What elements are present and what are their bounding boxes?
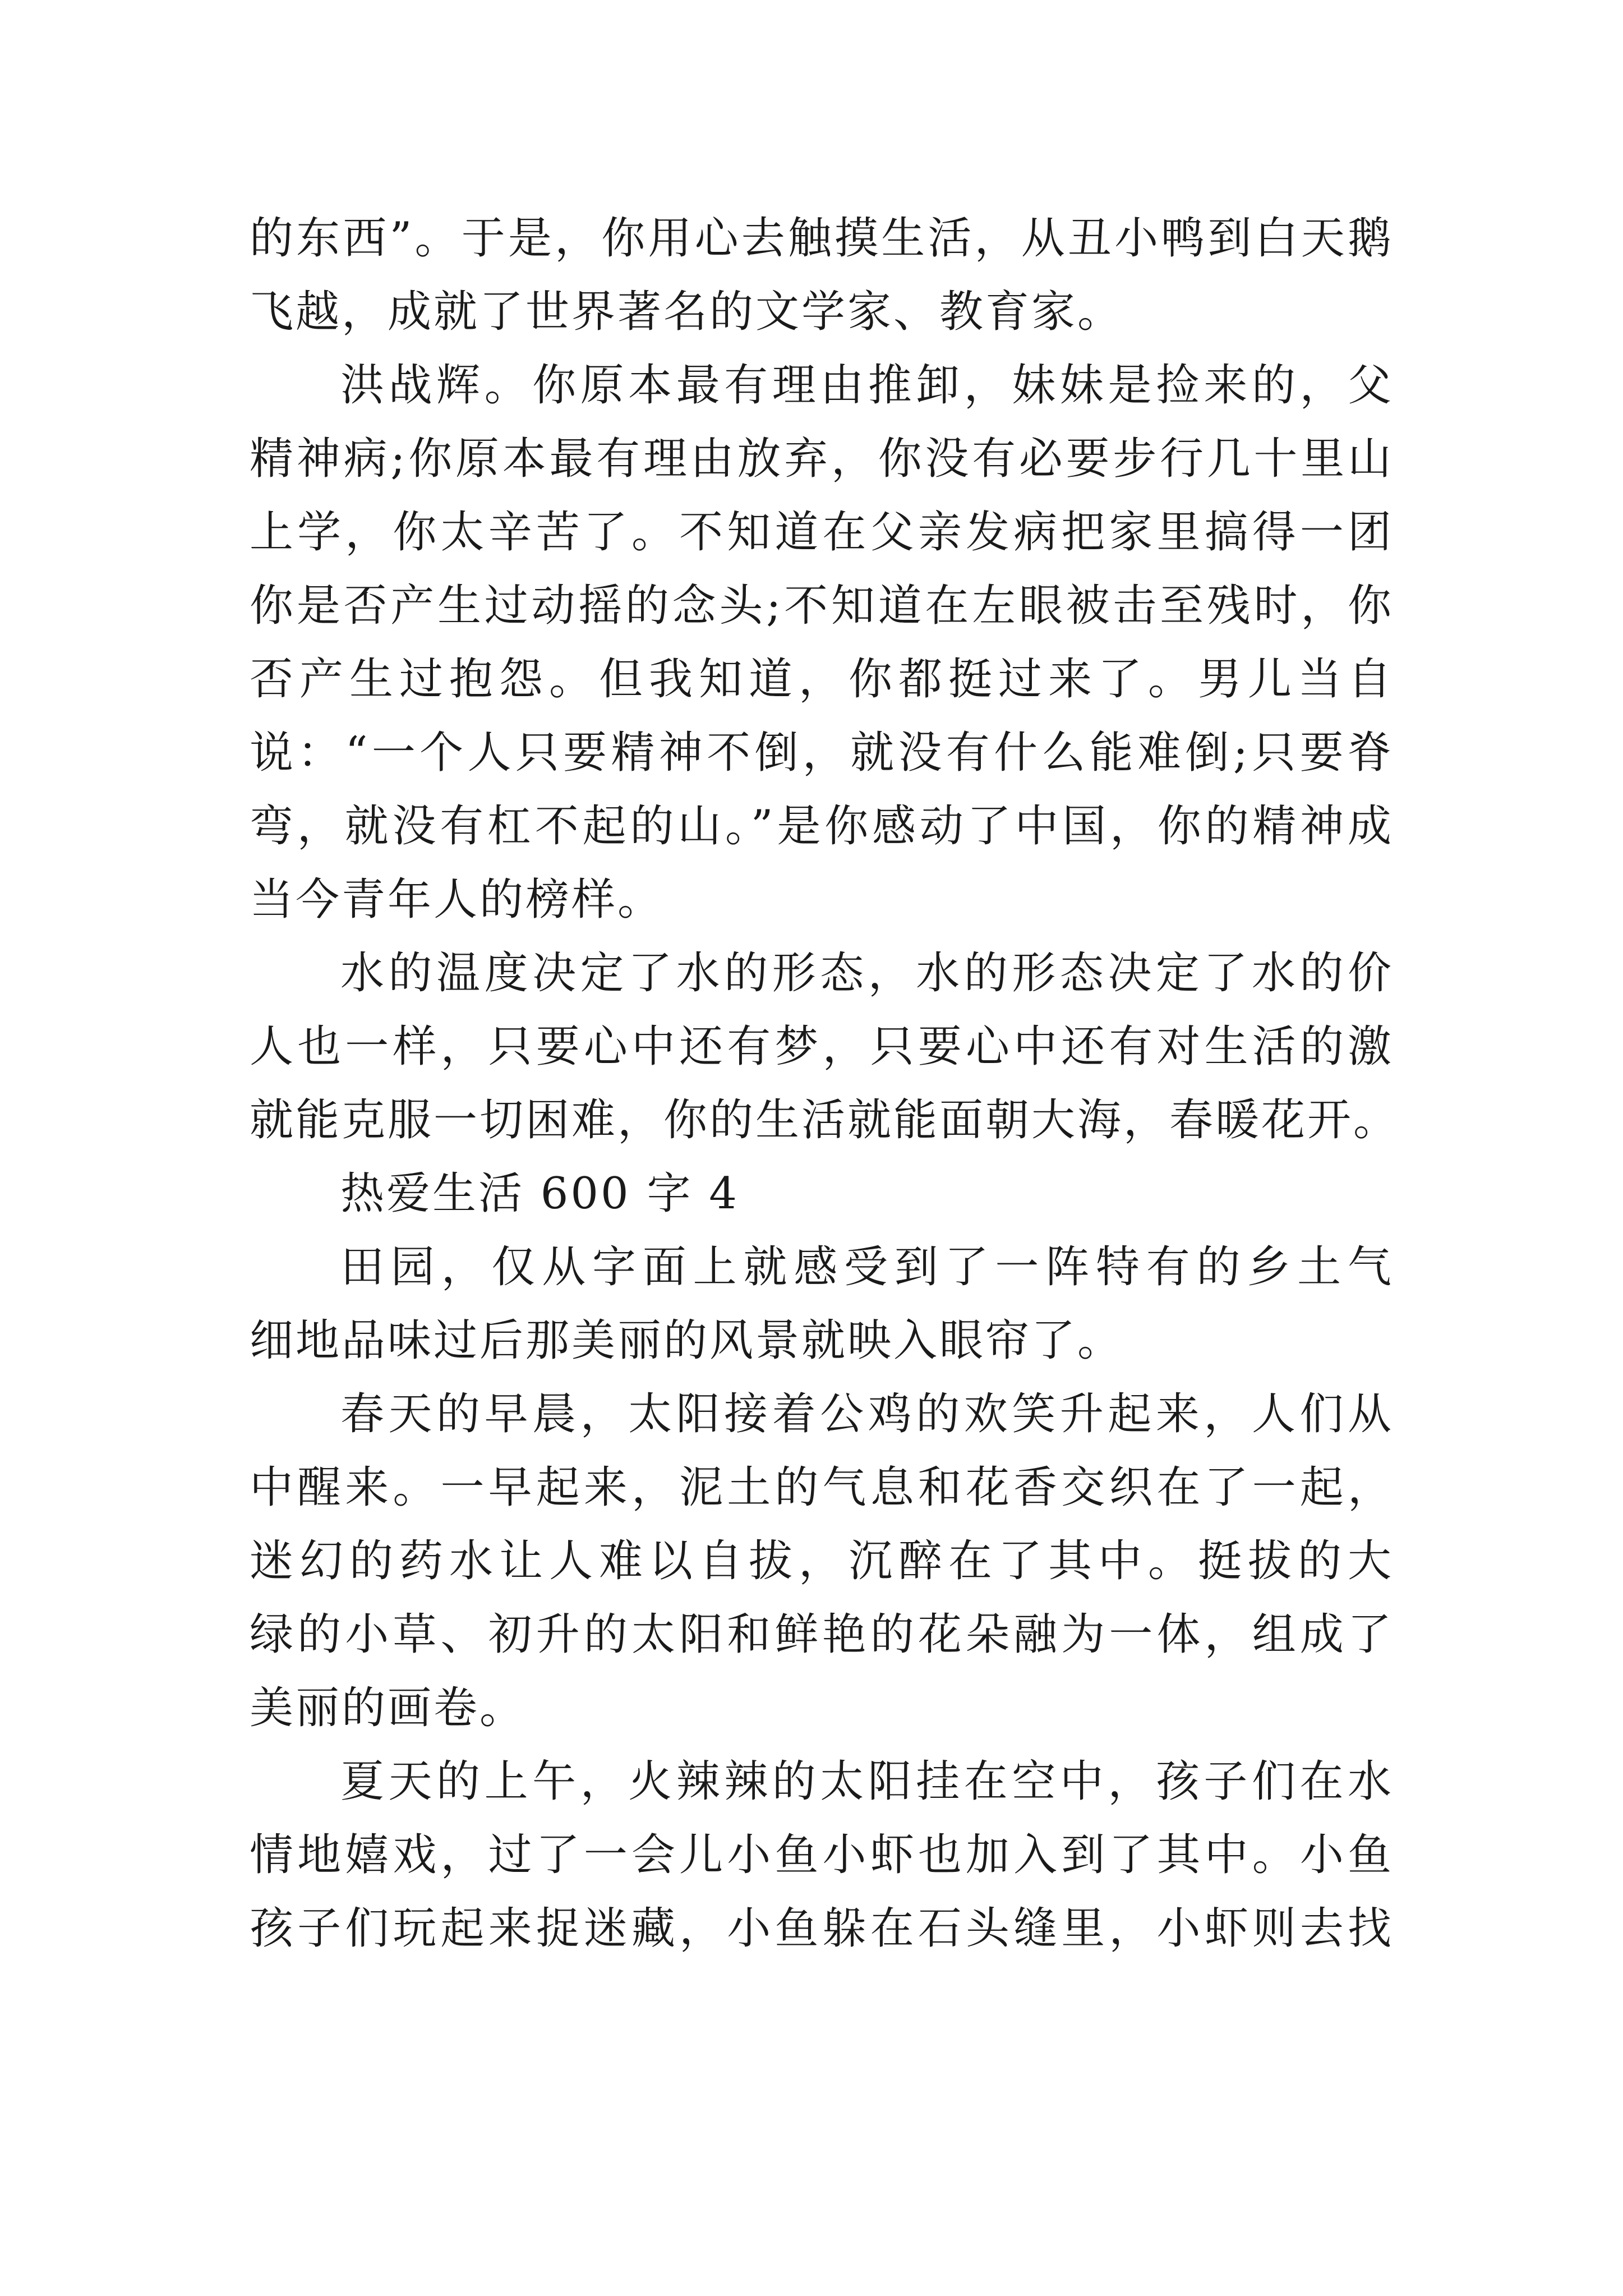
text-line: 人也一样，只要心中还有梦，只要心中还有对生活的激 bbox=[250, 1022, 1394, 1072]
text-line: 迷幻的药水让人难以自拔，沉醉在了其中。挺拔的大 bbox=[250, 1536, 1394, 1586]
document-body bbox=[250, 202, 1400, 1966]
text-line: 否产生过抱怨。但我知道，你都挺过来了。男儿当自 bbox=[250, 654, 1394, 705]
text-line: 孩子们玩起来捉迷藏，小鱼躲在石头缝里，小虾则去找 bbox=[250, 1903, 1394, 1954]
text-line: 情地嬉戏，过了一会儿小鱼小虾也加入到了其中。小鱼 bbox=[250, 1830, 1394, 1880]
text-line: 绿的小草、初升的太阳和鲜艳的花朵融为一体，组成了 bbox=[250, 1609, 1394, 1660]
text-line: 水的温度决定了水的形态，水的形态决定了水的价 bbox=[340, 948, 1394, 999]
text-line: 夏天的上午，火辣辣的太阳挂在空中，孩子们在水 bbox=[340, 1756, 1394, 1807]
text-line: 精神病;你原本最有理由放弃，你没有必要步行几十里山 bbox=[250, 434, 1394, 484]
section-heading: 热爱生活 600 字 4 bbox=[340, 1168, 739, 1219]
text-line: 洪战辉。你原本最有理由推卸，妹妹是捡来的，父 bbox=[340, 360, 1394, 411]
text-line: 美丽的画卷。 bbox=[250, 1683, 526, 1733]
text-line: 春天的早晨，太阳接着公鸡的欢笑升起来，人们从 bbox=[340, 1389, 1394, 1439]
text-line: 你是否产生过动摇的念头;不知道在左眼被击至残时，你 bbox=[250, 581, 1394, 631]
text-line: 上学，你太辛苦了。不知道在父亲发病把家里搞得一团 bbox=[250, 507, 1394, 558]
text-line: 当今青年人的榜样。 bbox=[250, 875, 664, 925]
text-line: 就能克服一切困难，你的生活就能面朝大海，春暖花开。 bbox=[250, 1095, 1400, 1145]
text-line: 中醒来。一早起来，泥土的气息和花香交织在了一起， bbox=[250, 1462, 1394, 1513]
text-line: 田园，仅从字面上就感受到了一阵特有的乡土气 bbox=[340, 1242, 1394, 1292]
text-line: 细地品味过后那美丽的风景就映入眼帘了。 bbox=[250, 1315, 1124, 1366]
text-line: 说：“一个人只要精神不倒，就没有什么能难倒;只要脊 bbox=[250, 728, 1394, 778]
text-line: 飞越，成就了世界著名的文学家、教育家。 bbox=[250, 287, 1124, 337]
text-line: 的东西”。于是，你用心去触摸生活，从丑小鸭到白天鹅 bbox=[250, 213, 1394, 264]
text-line: 弯，就没有杠不起的山。”是你感动了中国，你的精神成 bbox=[250, 801, 1394, 852]
